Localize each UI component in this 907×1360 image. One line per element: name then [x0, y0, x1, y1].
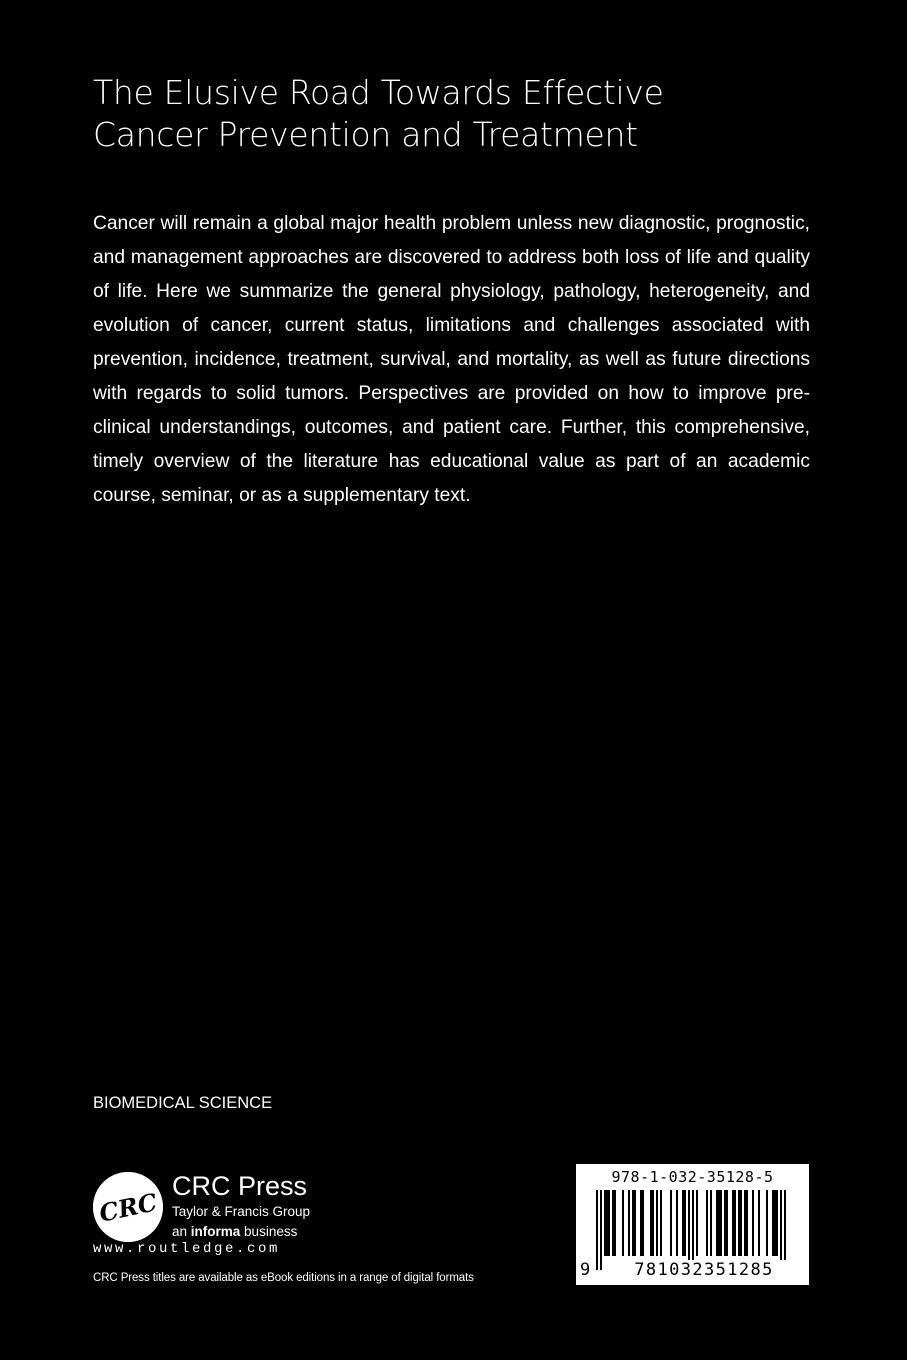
barcode-guard-bar	[688, 1190, 690, 1270]
isbn-digits: 781032351285	[604, 1260, 804, 1280]
barcode-bar	[632, 1190, 634, 1256]
barcode-guard-bar	[784, 1190, 786, 1270]
barcode-bar	[774, 1190, 776, 1256]
barcode-bar	[710, 1190, 712, 1256]
barcode-bar	[608, 1190, 610, 1256]
barcode-bar	[766, 1190, 768, 1256]
barcode-bar	[724, 1190, 726, 1256]
barcode-bar	[650, 1190, 652, 1256]
isbn-barcode	[576, 1164, 809, 1285]
book-title	[93, 72, 853, 156]
barcode-bar	[720, 1190, 722, 1256]
barcode-guard-bar	[780, 1190, 782, 1270]
barcode-bar	[660, 1190, 662, 1256]
barcode-bar	[734, 1190, 736, 1256]
barcode-bar	[732, 1190, 734, 1256]
barcode-bar	[676, 1190, 678, 1256]
publisher-website: www.routledge.com	[93, 1241, 281, 1257]
barcode-bar	[640, 1190, 642, 1256]
book-title-line-1: The Elusive Road Towards Effective	[93, 73, 664, 112]
book-description: Cancer will remain a global major health problem unless new diagnostic, prognostic, and management approaches are discovered to address both loss of life and quality of life. Here we summarize the general physiology, pathology, heterogeneity, and evolution of cancer, current status, limitations and challenges associated with prevention, incidence, treatment, survival, and mortality, as well as future directions with regards to solid tumors. Perspectives are provided on how to improve pre-clinical understandings, outcomes, and patient care. Further, this comprehensive, timely overview of the literature has educational value as part of an academic course, seminar, or as a supplementary text.	[93, 213, 810, 506]
barcode-bar	[634, 1190, 636, 1256]
tagline-bold: informa	[190, 1224, 241, 1239]
crc-logo-icon	[93, 1172, 163, 1242]
barcode-bar	[606, 1190, 608, 1256]
barcode-bar	[746, 1190, 748, 1256]
barcode-bar	[614, 1190, 616, 1256]
publisher-block	[172, 1170, 310, 1242]
barcode-guard-bar	[692, 1190, 694, 1270]
subject-category: BIOMEDICAL SCIENCE	[93, 1094, 273, 1112]
crc-logo-text: CRC	[96, 1187, 160, 1228]
barcode-bar	[670, 1190, 672, 1256]
publisher-group: Taylor & Francis Group	[172, 1204, 311, 1219]
barcode-guard-bar	[596, 1190, 598, 1270]
barcode-bar	[716, 1190, 718, 1256]
barcode-bar	[682, 1190, 684, 1256]
barcode-bar	[718, 1190, 720, 1256]
tagline-prefix: an	[172, 1224, 191, 1239]
book-title-line-2: Cancer Prevention and Treatment	[93, 115, 638, 154]
barcode-bar	[622, 1190, 624, 1256]
barcode-bar	[726, 1190, 728, 1256]
barcode-bar	[706, 1190, 708, 1256]
barcode-bar	[604, 1190, 606, 1256]
barcode-bar	[776, 1190, 778, 1256]
ebook-availability-note: CRC Press titles are available as eBook editions in a range of digital formats	[93, 1272, 474, 1284]
barcode-bar	[752, 1190, 754, 1256]
barcode-bar	[758, 1190, 760, 1256]
barcode-bar	[696, 1190, 698, 1256]
barcode-guard-bar	[600, 1190, 602, 1270]
barcode-bar	[744, 1190, 746, 1256]
barcode-bar	[738, 1190, 740, 1256]
barcode-bar	[772, 1190, 774, 1256]
isbn-hyphenated: 978-1-032-35128-5	[611, 1168, 774, 1186]
barcode-bar	[612, 1190, 614, 1256]
barcode-bar	[740, 1190, 742, 1256]
barcode-bar	[652, 1190, 654, 1256]
barcode-bar	[656, 1190, 658, 1256]
publisher-tagline	[172, 1222, 310, 1242]
barcode-bar	[642, 1190, 644, 1256]
tagline-suffix: business	[240, 1224, 298, 1239]
publisher-name: CRC Press	[172, 1171, 308, 1201]
isbn-lead-digit: 9	[580, 1260, 591, 1280]
barcode-bar	[628, 1190, 630, 1256]
barcode-bar	[684, 1190, 686, 1256]
